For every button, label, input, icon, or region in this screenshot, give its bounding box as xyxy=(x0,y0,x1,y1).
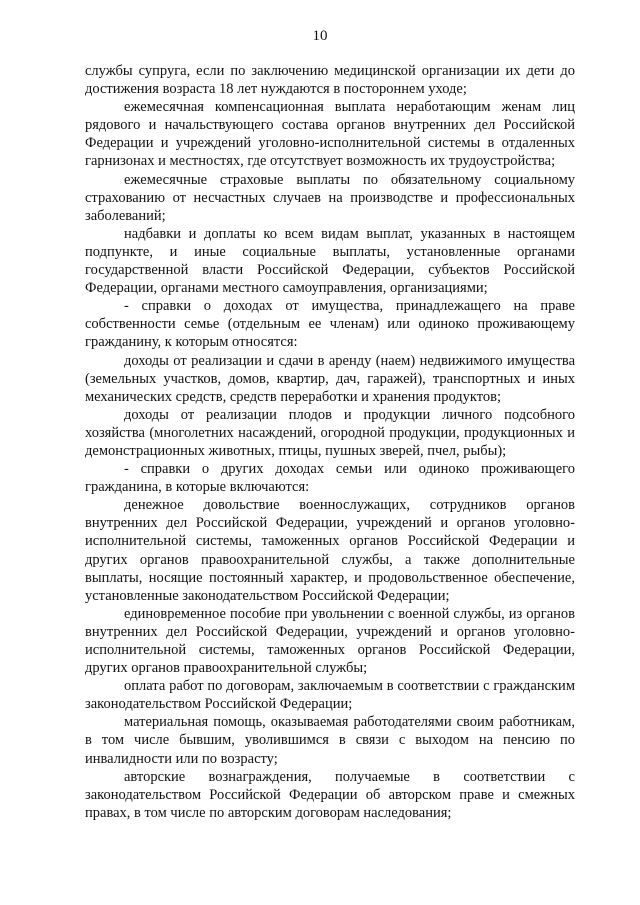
paragraph: ежемесячные страховые выплаты по обязательному социальному страхованию от несчастных случаев на производстве и профессиональных заболеваний; xyxy=(85,171,575,224)
paragraph: единовременное пособие при увольнении с военной службы, из органов внутренних дел Российской Федерации, учреждений и органов уголовно-исполнительной системы, таможенных органов Российской Федерации, других органов правоохранительной службы; xyxy=(85,605,575,677)
document-body xyxy=(85,62,575,822)
paragraph: доходы от реализации плодов и продукции личного подсобного хозяйства (многолетних насаждений, огородной продукции, продукционных и демонстрационных животных, птицы, пушных зверей, пчел, рыбы); xyxy=(85,406,575,459)
paragraph: надбавки и доплаты ко всем видам выплат, указанных в настоящем подпункте, и иные социальные выплаты, установленные органами государственной власти Российской Федерации, субъектов Российской Федерации, органами местного самоуправления, организациями; xyxy=(85,225,575,297)
paragraph: авторские вознаграждения, получаемые в соответствии с законодательством Российской Федерации об авторском праве и смежных правах, в том числе по авторским договорам наследования; xyxy=(85,768,575,821)
paragraph: ежемесячная компенсационная выплата неработающим женам лиц рядового и начальствующего состава органов внутренних дел Российской Федерации и учреждений уголовно-исполнительной системы в отдаленных гарнизонах и местностях, где отсутствует возможность их трудоустройства; xyxy=(85,99,575,170)
paragraph: службы супруга, если по заключению медицинской организации их дети до достижения возраста 18 лет нуждаются в постороннем уходе; xyxy=(85,63,575,98)
paragraph: материальная помощь, оказываемая работодателями своим работникам, в том числе бывшим, уволившимся в связи с выходом на пенсию по инвалидности или по возрасту; xyxy=(85,714,575,767)
paragraph: доходы от реализации и сдачи в аренду (наем) недвижимого имущества (земельных участков, домов, квартир, дач, гаражей), транспортных и иных механических средств, средств переработки и хранения продуктов; xyxy=(85,352,575,405)
paragraph: оплата работ по договорам, заключаемым в соответствии с гражданским законодательством Российской Федерации; xyxy=(85,678,575,713)
page-number: 10 xyxy=(312,28,328,44)
paragraph: - справки о доходах от имущества, принадлежащего на праве собственности семье (отдельным ее членам) или одиноко проживающему гражданину, к которым относятся: xyxy=(85,298,575,351)
paragraph: денежное довольствие военнослужащих, сотрудников органов внутренних дел Российской Федерации, учреждений и органов уголовно-исполнительной системы, таможенных органов Российской Федерации и других органов правоохранительной службы, а также дополнительные выплаты, носящие постоянный характер, и продовольственное обеспечение, установленные законодательством Российской Федерации; xyxy=(85,497,575,604)
paragraph: - справки о других доходах семьи или одиноко проживающего гражданина, в которые включаются: xyxy=(85,461,575,496)
